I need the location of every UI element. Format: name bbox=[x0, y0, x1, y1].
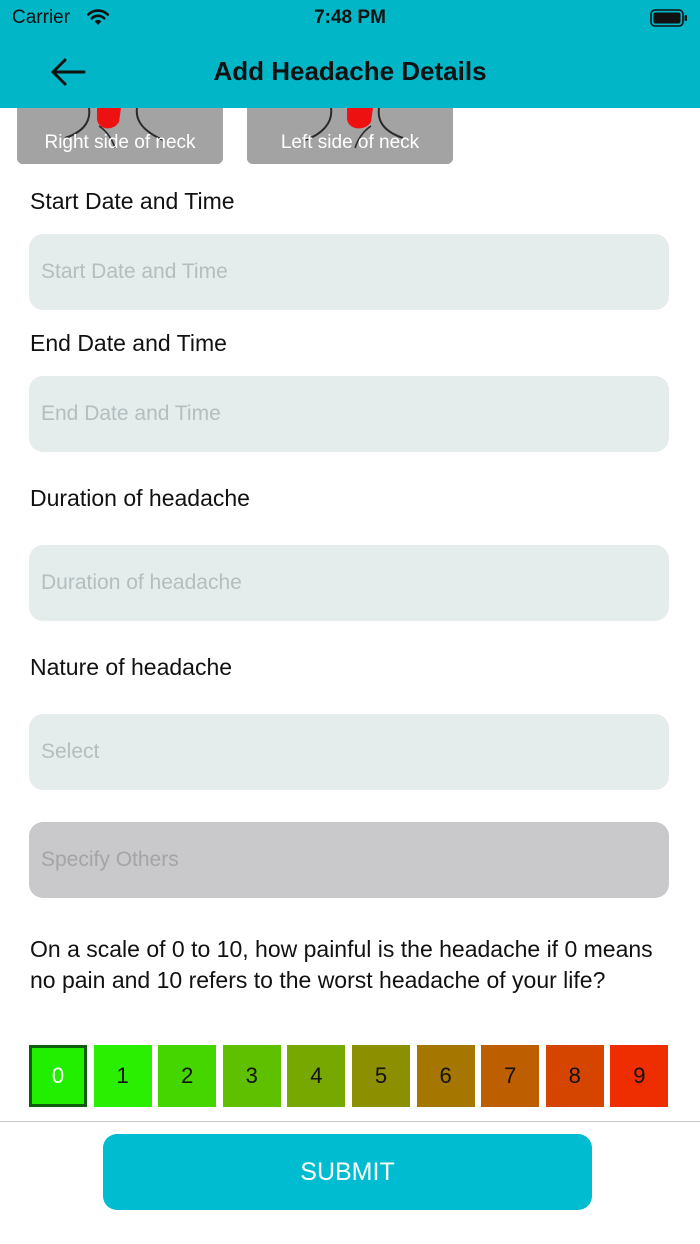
specify-others-placeholder: Specify Others bbox=[41, 848, 179, 871]
duration-field[interactable] bbox=[29, 545, 669, 621]
pain-location-right-neck[interactable] bbox=[17, 108, 223, 164]
end-date-field[interactable] bbox=[29, 376, 669, 452]
pain-scale-option[interactable]: 5 bbox=[352, 1045, 410, 1107]
pain-scale-option[interactable]: 3 bbox=[223, 1045, 281, 1107]
specify-others-field[interactable] bbox=[29, 822, 669, 898]
pain-scale-option[interactable]: 6 bbox=[417, 1045, 475, 1107]
pain-scale-option[interactable]: 2 bbox=[158, 1045, 216, 1107]
start-date-label: Start Date and Time bbox=[30, 188, 235, 214]
pain-scale bbox=[29, 1045, 669, 1107]
pain-scale-option[interactable]: 8 bbox=[546, 1045, 604, 1107]
pain-location-label: Left side of neck bbox=[280, 132, 420, 153]
pain-scale-option[interactable]: 9 bbox=[610, 1045, 668, 1107]
pain-location-left-neck[interactable] bbox=[247, 108, 453, 164]
nature-placeholder: Select bbox=[41, 740, 100, 763]
nature-label: Nature of headache bbox=[30, 654, 233, 680]
status-bar bbox=[0, 0, 700, 36]
page-title: Add Headache Details bbox=[213, 56, 487, 86]
carrier-label: Carrier bbox=[12, 7, 71, 28]
status-time: 7:48 PM bbox=[314, 7, 386, 28]
duration-label: Duration of headache bbox=[30, 485, 250, 511]
footer-divider bbox=[0, 1121, 700, 1122]
end-date-placeholder: End Date and Time bbox=[41, 402, 221, 425]
pain-location-label: Right side of neck bbox=[44, 132, 196, 153]
duration-placeholder: Duration of headache bbox=[41, 571, 242, 594]
app-header bbox=[0, 0, 700, 108]
end-date-label: End Date and Time bbox=[30, 330, 227, 356]
pain-scale-option[interactable]: 4 bbox=[287, 1045, 345, 1107]
pain-scale-option[interactable]: 0 bbox=[29, 1045, 87, 1107]
battery-icon bbox=[650, 9, 688, 27]
pain-scale-option[interactable]: 1 bbox=[94, 1045, 152, 1107]
submit-button[interactable]: SUBMIT bbox=[103, 1134, 592, 1210]
nature-select[interactable] bbox=[29, 714, 669, 790]
pain-scale-question: On a scale of 0 to 10, how painful is the headache if 0 means no pain and 10 refers to the worst headache of your life? bbox=[30, 936, 653, 993]
start-date-placeholder: Start Date and Time bbox=[41, 260, 228, 283]
start-date-field[interactable] bbox=[29, 234, 669, 310]
pain-scale-option[interactable]: 7 bbox=[481, 1045, 539, 1107]
